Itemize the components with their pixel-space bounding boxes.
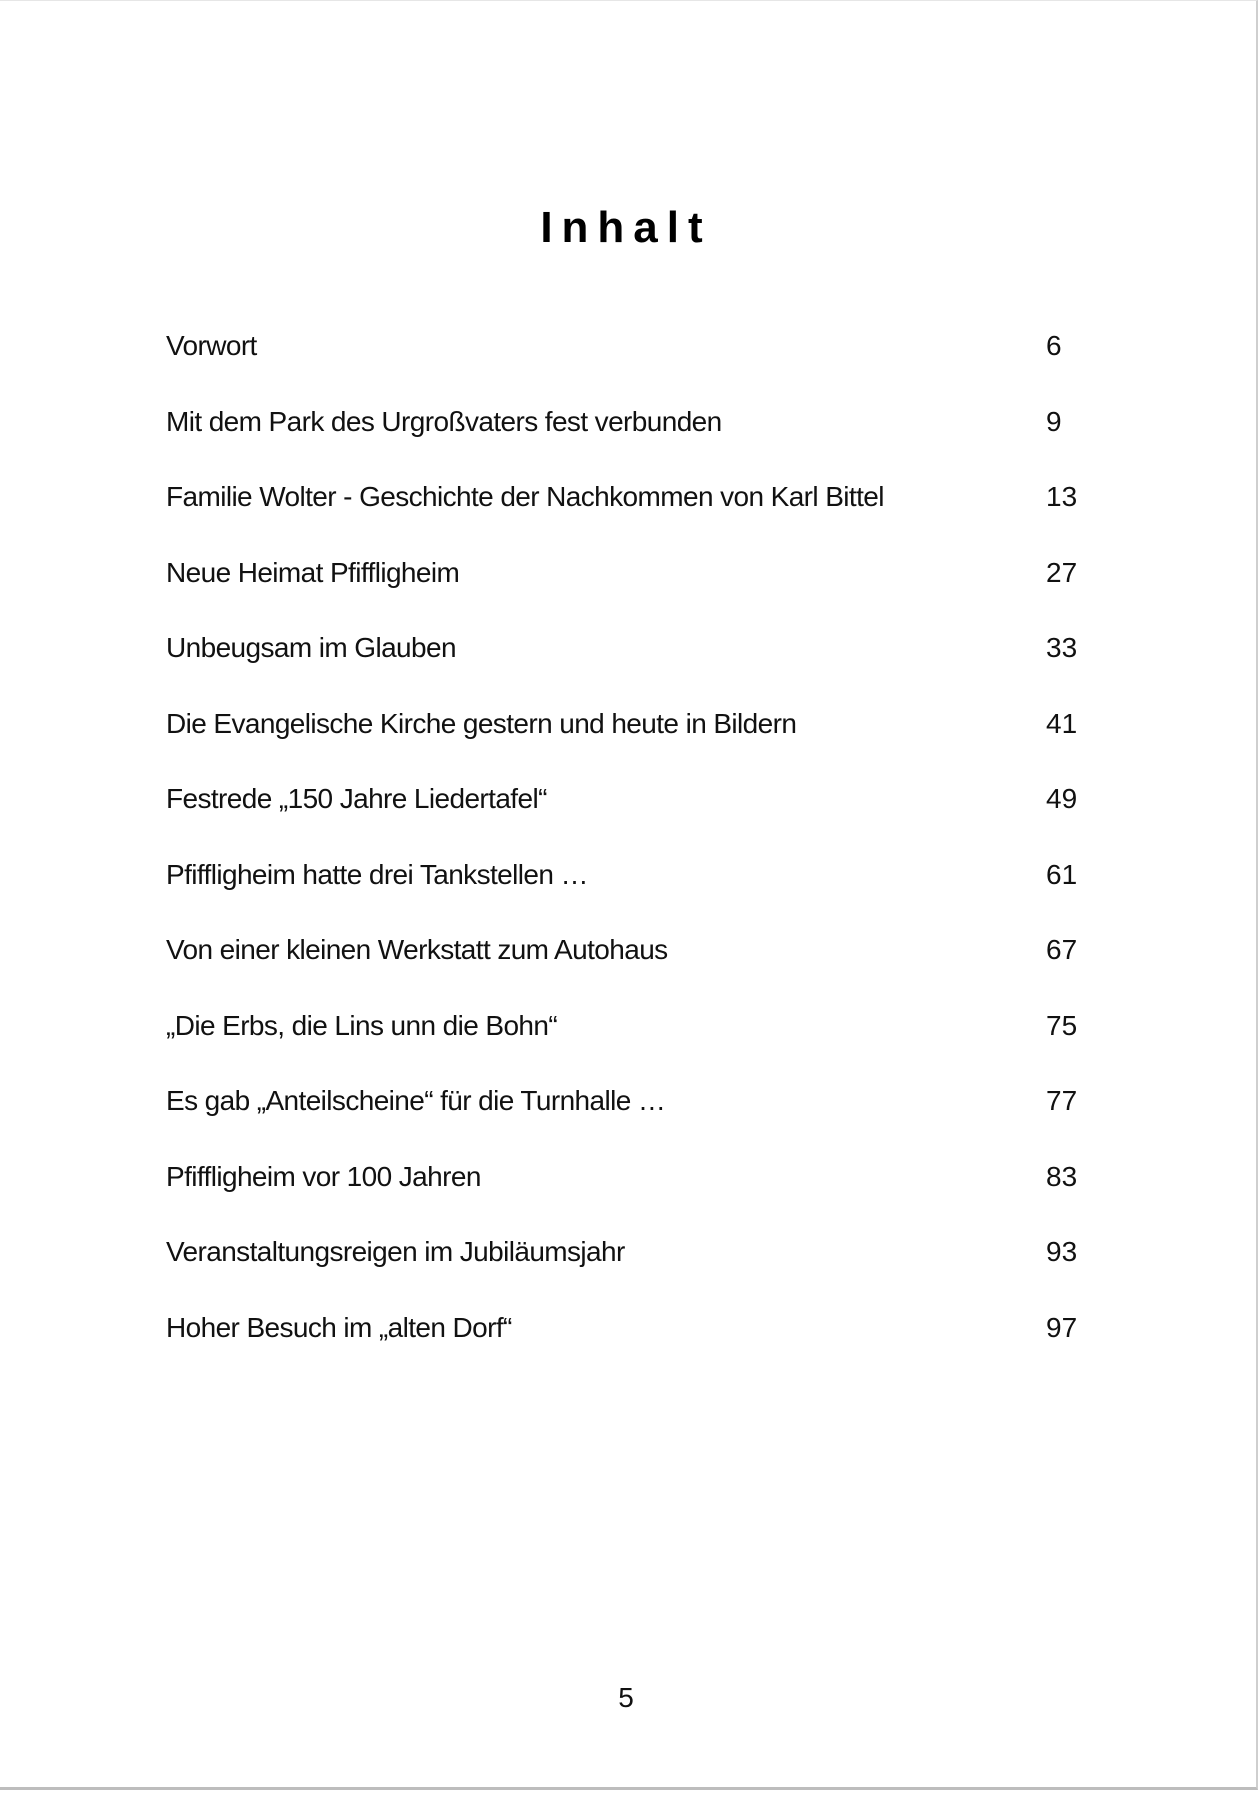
toc-entry <box>166 1001 1086 1077</box>
toc-entry-page: 41 <box>1046 707 1078 739</box>
toc-entry-title: Pfiffligheim vor 100 Jahren <box>166 1160 481 1192</box>
toc-entry-page: 61 <box>1046 858 1078 890</box>
toc-entry <box>166 472 1086 548</box>
page-number: 5 <box>618 1682 634 1713</box>
toc-entry-page: 97 <box>1046 1311 1078 1343</box>
toc-entry-page: 83 <box>1046 1160 1078 1192</box>
toc-entry <box>166 1227 1086 1303</box>
toc-entry <box>166 699 1086 775</box>
toc-entry-title: Von einer kleinen Werkstatt zum Autohaus <box>166 934 668 965</box>
toc-entry <box>166 1303 1086 1379</box>
toc-entry-title: Mit dem Park des Urgroßvaters fest verbunden <box>166 405 722 437</box>
toc-entry-title: „Die Erbs, die Lins unn die Bohn“ <box>166 1009 558 1041</box>
toc-entry-page: 67 <box>1046 934 1078 965</box>
toc-entry <box>166 850 1086 926</box>
toc-entry-page: 27 <box>1046 556 1078 588</box>
toc-entry-title: Die Evangelische Kirche gestern und heute in Bildern <box>166 707 797 739</box>
toc-entry-page: 33 <box>1046 632 1078 663</box>
toc-entry-title: Pfiffligheim hatte drei Tankstellen … <box>166 858 588 890</box>
toc-entry <box>166 548 1086 624</box>
toc-entry-page: 75 <box>1046 1009 1078 1041</box>
toc-entry-title: Unbeugsam im Glauben <box>166 632 456 663</box>
toc-entry-page: 9 <box>1046 405 1062 437</box>
toc-entry <box>166 321 1086 397</box>
table-of-contents <box>166 321 1086 1378</box>
toc-entry <box>166 774 1086 850</box>
toc-entry-page: 49 <box>1046 783 1078 814</box>
toc-entry <box>166 1152 1086 1228</box>
toc-entry <box>166 623 1086 699</box>
toc-entry <box>166 925 1086 1001</box>
toc-entry <box>166 397 1086 473</box>
toc-entry-page: 6 <box>1046 330 1062 361</box>
toc-entry-page: 77 <box>1046 1085 1078 1116</box>
toc-entry-title: Neue Heimat Pfiffligheim <box>166 556 460 588</box>
toc-entry <box>166 1076 1086 1152</box>
toc-entry-title: Familie Wolter - Geschichte der Nachkommen von Karl Bittel <box>166 481 884 512</box>
toc-entry-title: Veranstaltungsreigen im Jubiläumsjahr <box>166 1236 625 1267</box>
toc-entry-title: Vorwort <box>166 330 257 361</box>
page-title: Inhalt <box>540 203 712 253</box>
toc-entry-title: Es gab „Anteilscheine“ für die Turnhalle … <box>166 1085 666 1116</box>
toc-entry-page: 93 <box>1046 1236 1078 1267</box>
toc-entry-title: Festrede „150 Jahre Liedertafel“ <box>166 783 547 814</box>
toc-entry-page: 13 <box>1046 481 1078 512</box>
toc-entry-title: Hoher Besuch im „alten Dorf“ <box>166 1311 512 1343</box>
